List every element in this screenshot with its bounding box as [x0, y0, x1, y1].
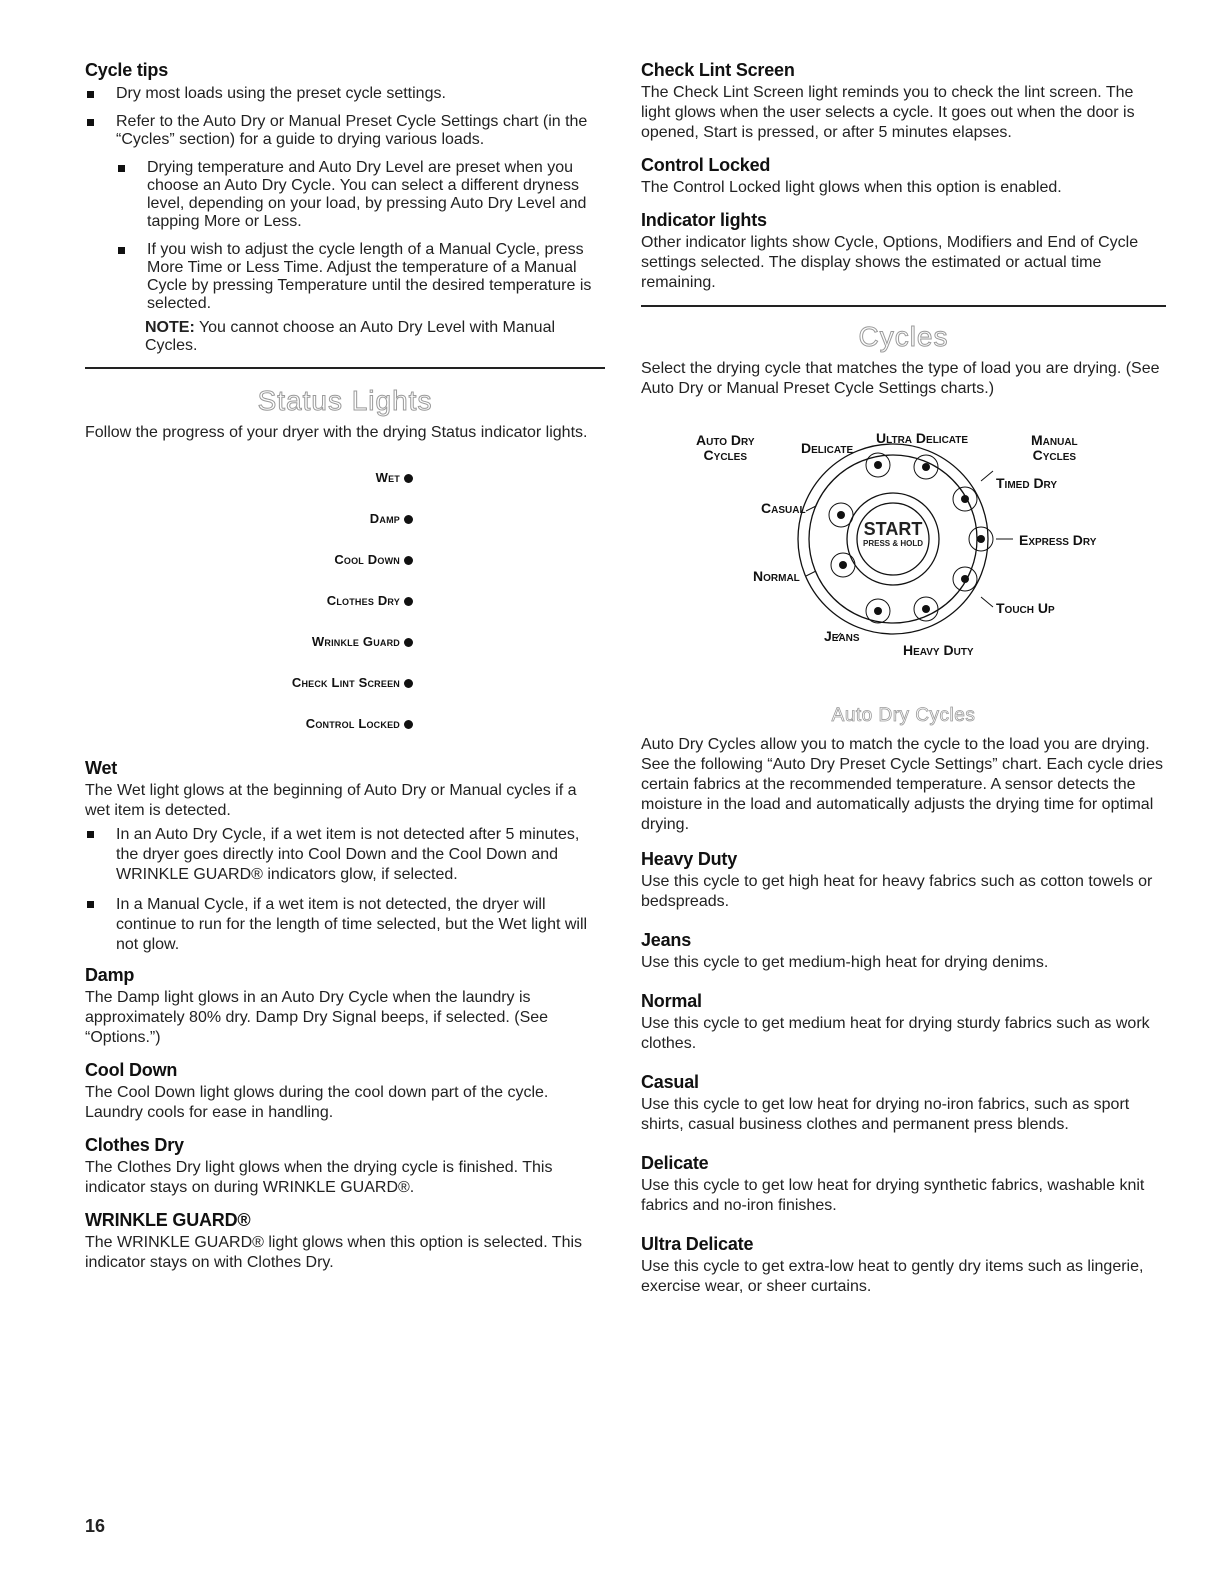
delicate-section: [641, 1153, 1166, 1216]
casual-section: [641, 1072, 1166, 1135]
label-text: Cycles: [703, 447, 747, 463]
damp-section: [85, 965, 605, 1048]
indicator-label: Damp: [369, 511, 400, 526]
indicator-light-icon: [404, 638, 413, 647]
section-heading: Cool Down: [85, 1060, 178, 1080]
cycle-dial-diagram: [641, 421, 1166, 691]
indicator-damp: [85, 498, 413, 539]
cycles-title: Cycles: [858, 321, 949, 352]
section-heading: Ultra Delicate: [641, 1234, 754, 1254]
section-text: The WRINKLE GUARD® light glows when this option is selected. This indicator stays on with Clothes Dry.: [85, 1234, 583, 1271]
label-delicate: Delicate: [801, 440, 854, 456]
indicator-label: Wet: [375, 470, 400, 485]
section-heading: Heavy Duty: [641, 849, 738, 869]
label-touch-up: Touch Up: [996, 600, 1055, 616]
wet-section: [85, 758, 605, 955]
indicator-wet: [85, 457, 413, 498]
wrinkle-guard-section: [85, 1210, 605, 1273]
list-item: In an Auto Dry Cycle, if a wet item is not detected after 5 minutes, the dryer goes directly into Cool Down and the Cool Down and WRINKLE GUARD® indicators glow, if selected.: [85, 825, 605, 885]
cycle-tips-section: [85, 60, 605, 355]
section-text: Use this cycle to get high heat for heavy fabrics such as cotton towels or bedspreads.: [641, 873, 1153, 910]
section-text: Use this cycle to get low heat for drying no-iron fabrics, such as sport shirts, casual business clothes and permanent press blends.: [641, 1096, 1130, 1133]
indicator-light-icon: [404, 474, 413, 483]
jeans-section: [641, 930, 1166, 973]
right-column: [641, 60, 1166, 1309]
list-item: Drying temperature and Auto Dry Level are preset when you choose an Auto Dry Cycle. You can select a different dryness level, depending on your load, by pressing Auto Dry Level and tapping More or Less.: [116, 159, 605, 231]
note: [85, 319, 605, 355]
indicator-light-icon: [404, 720, 413, 729]
list-item: Dry most loads using the preset cycle settings.: [85, 85, 605, 103]
indicator-label: Check Lint Screen: [291, 675, 400, 690]
label-jeans: Jeans: [824, 628, 860, 644]
section-heading: Wet: [85, 758, 118, 778]
normal-section: [641, 991, 1166, 1054]
label-text: Cycles: [1032, 447, 1077, 463]
start-button: [863, 519, 923, 549]
list-item: In a Manual Cycle, if a wet item is not detected, the dryer will continue to run for the length of time selected, but the Wet light will not glow.: [85, 895, 605, 955]
section-text: The Damp light glows in an Auto Dry Cycle when the laundry is approximately 80% dry. Damp Dry Signal beeps, if selected. (See “Options.”): [85, 989, 549, 1046]
press-hold-label: PRESS & HOLD: [863, 539, 924, 548]
indicator-wrinkle-guard: [85, 621, 413, 662]
divider: [85, 367, 605, 369]
label-heavy-duty: Heavy Duty: [903, 642, 974, 658]
section-text: The Clothes Dry light glows when the drying cycle is finished. This indicator stays on during WRINKLE GUARD®.: [85, 1159, 553, 1196]
indicator-label: Clothes Dry: [326, 593, 400, 608]
label-text: Auto Dry: [696, 432, 755, 448]
section-text: Use this cycle to get medium-high heat for drying denims.: [641, 954, 1049, 971]
label-auto-dry-cycles: [696, 433, 755, 463]
control-locked-section: [641, 155, 1166, 198]
check-lint-screen-section: [641, 60, 1166, 143]
indicator-cool-down: [85, 539, 413, 580]
section-heading: Jeans: [641, 930, 692, 950]
cool-down-section: [85, 1060, 605, 1123]
section-text: Use this cycle to get extra-low heat to gently dry items such as lingerie, exercise wear, or sheer curtains.: [641, 1258, 1144, 1295]
cycle-tips-list: [85, 85, 605, 313]
section-heading: Casual: [641, 1072, 699, 1092]
cycle-tips-sublist: [116, 159, 605, 313]
section-text: The Wet light glows at the beginning of Auto Dry or Manual cycles if a wet item is detected.: [85, 782, 577, 819]
cycles-intro: Select the drying cycle that matches the type of load you are drying. (See Auto Dry or Manual Preset Cycle Settings charts.): [641, 360, 1160, 397]
list-item: If you wish to adjust the cycle length of a Manual Cycle, press More Time or Less Time. Adjust the temperature of a Manual Cycle by pressing Temperature until the desired temperature is selected.: [116, 241, 605, 313]
clothes-dry-section: [85, 1135, 605, 1198]
section-text: Use this cycle to get medium heat for drying sturdy fabrics such as work clothes.: [641, 1015, 1150, 1052]
indicator-label: Control Locked: [305, 716, 400, 731]
divider: [641, 305, 1166, 307]
section-text: The Control Locked light glows when this option is enabled.: [641, 179, 1062, 196]
label-normal: Normal: [753, 568, 800, 584]
auto-dry-cycles-title: Auto Dry Cycles: [831, 705, 976, 726]
indicator-lights-section: [641, 210, 1166, 293]
label-timed-dry: Timed Dry: [996, 475, 1058, 491]
section-heading: Damp: [85, 965, 135, 985]
note-text: You cannot choose an Auto Dry Level with Manual Cycles.: [145, 319, 556, 354]
indicator-clothes-dry: [85, 580, 413, 621]
left-column: [85, 60, 605, 1285]
section-text: Use this cycle to get low heat for drying synthetic fabrics, washable knit fabrics and no-iron finishes.: [641, 1177, 1145, 1214]
section-heading: Control Locked: [641, 155, 771, 175]
indicator-check-lint-screen: [85, 662, 413, 703]
label-text: Manual: [1031, 432, 1078, 448]
status-lights-title: Status Lights: [257, 385, 433, 416]
section-heading: Delicate: [641, 1153, 709, 1173]
start-label: START: [863, 519, 923, 539]
status-indicator-list: [85, 457, 605, 744]
label-express-dry: Express Dry: [1019, 532, 1097, 548]
auto-dry-intro: Auto Dry Cycles allow you to match the cycle to the load you are drying. See the following “Auto Dry Preset Cycle Settings” chart. Each cycle dries certain fabrics at the recommended temperature. A sensor detects the moisture in the load and automatically adjusts the drying time for optimal drying.: [641, 736, 1163, 833]
indicator-label: Cool Down: [334, 552, 400, 567]
list-item: [85, 113, 605, 313]
indicator-label: Wrinkle Guard: [311, 634, 400, 649]
indicator-light-icon: [404, 597, 413, 606]
note-label: NOTE:: [145, 319, 195, 336]
indicator-light-icon: [404, 515, 413, 524]
section-heading: Normal: [641, 991, 702, 1011]
section-text: Other indicator lights show Cycle, Options, Modifiers and End of Cycle settings selected. The display shows the estimated or actual time remaining.: [641, 234, 1139, 291]
list-item-text: Refer to the Auto Dry or Manual Preset Cycle Settings chart (in the “Cycles” section) for a guide to drying various loads.: [116, 113, 588, 148]
page-number: 16: [85, 1516, 106, 1536]
section-text: The Check Lint Screen light reminds you to check the lint screen. The light glows when the user selects a cycle. It goes out when the door is opened, Start is pressed, or after 5 minutes elapses.: [641, 84, 1135, 141]
indicator-light-icon: [404, 679, 413, 688]
label-casual: Casual: [761, 500, 806, 516]
section-heading: Check Lint Screen: [641, 60, 795, 80]
label-ultra-delicate: Ultra Delicate: [876, 430, 969, 446]
wet-list: [85, 825, 605, 955]
indicator-light-icon: [404, 556, 413, 565]
label-manual-cycles: [1031, 433, 1078, 463]
section-heading: Indicator lights: [641, 210, 767, 230]
heavy-duty-section: [641, 849, 1166, 912]
section-heading: WRINKLE GUARD®: [85, 1210, 251, 1230]
section-heading: Clothes Dry: [85, 1135, 184, 1155]
cycle-tips-heading: Cycle tips: [85, 60, 169, 80]
indicator-control-locked: [85, 703, 413, 744]
section-text: The Cool Down light glows during the cool down part of the cycle. Laundry cools for ease in handling.: [85, 1084, 549, 1121]
ultra-delicate-section: [641, 1234, 1166, 1297]
status-lights-intro: Follow the progress of your dryer with the drying Status indicator lights.: [85, 424, 588, 441]
